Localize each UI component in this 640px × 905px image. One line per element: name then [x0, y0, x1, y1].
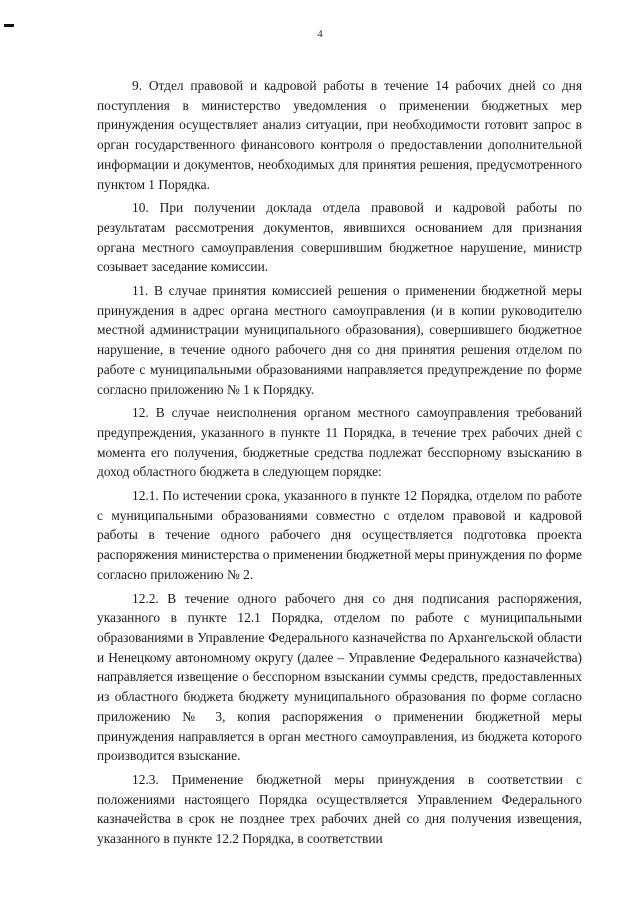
- paragraph-12-3: 12.3. Применение бюджетной меры принуждения в соответствии с положениями настоящего Порядка осуществляется Управлением Федерального казначейства в срок не позднее трех рабочих дней со дня получения извещения, указанного в пункте 12.2 Порядка, в соответствии: [97, 771, 582, 847]
- paragraph-10: 10. При получении доклада отдела правовой и кадровой работы по результатам рассмотрения документов, явившихся основанием для признания органа местного самоуправления совершившим бюджетное нарушение, министр созывает заседание комиссии.: [97, 200, 582, 275]
- document-body: [97, 76, 582, 853]
- page-number: 4: [317, 28, 323, 40]
- paragraph-12-2: 12.2. В течение одного рабочего дня со дня подписания распоряжения, указанного в пункте 12.1 Порядка, отделом по работе с муниципальными образованиями в Управление Федерального казначейства по Архангельской области и Ненецкому автономному округу (далее – Управление Федерального казначейства) направляется извещение о бесспорном взыскании суммы средств, предоставленных из областного бюджета бюджету муниципального образования по форме согласно приложению № 3, копия распоряжения о применении бюджетной меры принуждения направляется в орган местного самоуправления, из бюджета которого производится взыскание.: [97, 590, 582, 764]
- paragraph-12: 12. В случае неисполнения органом местного самоуправления требований предупреждения, указанного в пункте 11 Порядка, в течение трех рабочих дней с момента его получения, бюджетные средства подлежат бесспорному взысканию в доход областного бюджета в следующем порядке:: [97, 405, 582, 480]
- paragraph-9: 9. Отдел правовой и кадровой работы в течение 14 рабочих дней со дня поступления в министерство уведомления о применении бюджетных мер принуждения осуществляет анализ ситуации, при необходимости готовит запрос в орган государственного финансового контроля о предоставлении дополнительной информации и документов, необходимых для принятия решения, предусмотренного пунктом 1 Порядка.: [97, 78, 582, 192]
- paragraph-11: 11. В случае принятия комиссией решения о применении бюджетной меры принуждения в адрес органа местного самоуправления (и в копии руководителю местной администрации муниципального образования), совершившего бюджетное нарушение, в течение одного рабочего дня со дня принятия решения отделом по работе с муниципальными образованиями направляется предупреждение по форме согласно приложению № 1 к Порядку.: [97, 283, 582, 397]
- scan-edge-mark: [4, 24, 14, 27]
- paragraph-12-1: 12.1. По истечении срока, указанного в пункте 12 Порядка, отделом по работе с муниципальными образованиями совместно с отделом правовой и кадровой работы в течение одного рабочего дня осуществляется подготовка проекта распоряжения министерства о применении бюджетной меры принуждения по форме согласно приложению № 2.: [97, 488, 582, 582]
